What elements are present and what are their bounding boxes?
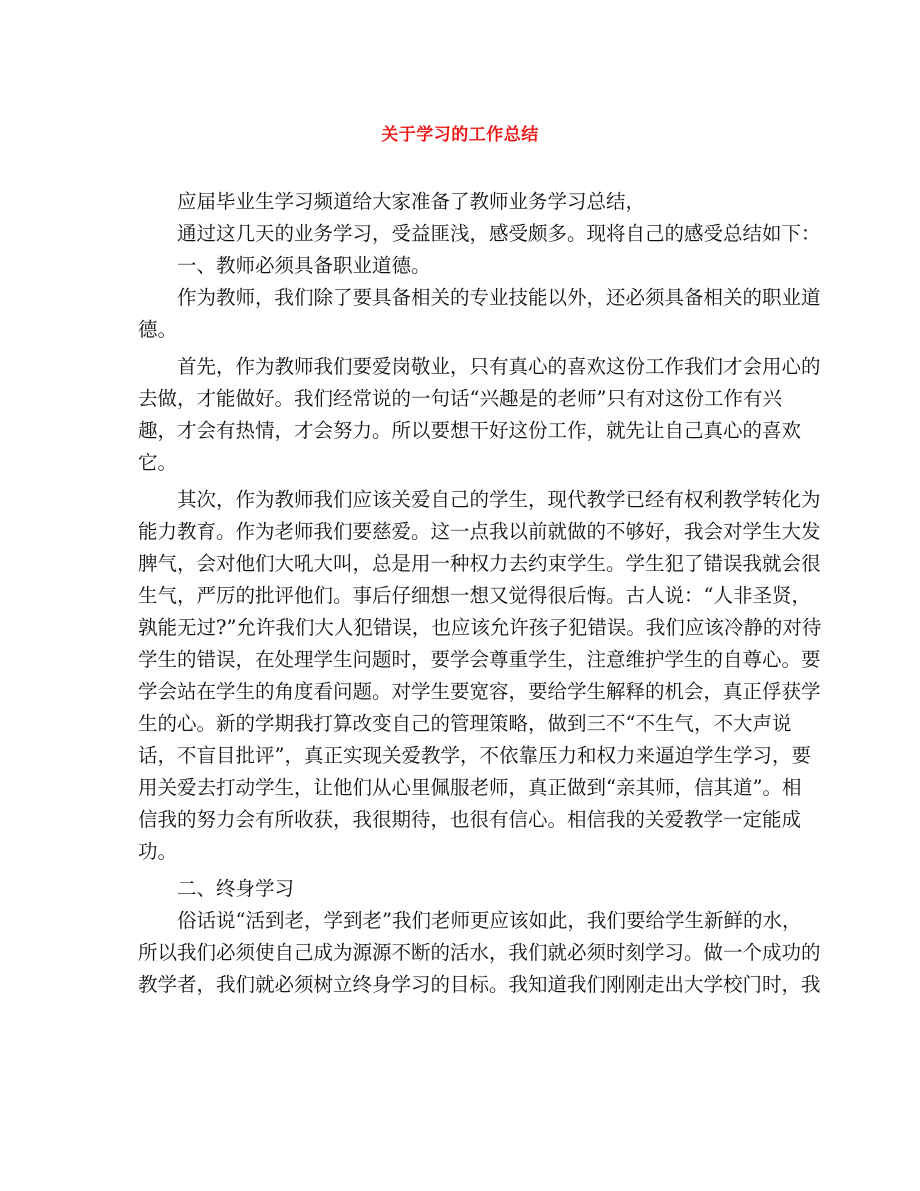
text-line: 首先，作为教师我们要爱岗敬业，只有真心的喜欢这份工作我们才会用心的 — [177, 355, 821, 378]
text-line: 话，不盲目批评”，真正实现关爱教学，不依靠压力和权力来逼迫学生学习，要 — [138, 744, 811, 767]
text-line: 信我的努力会有所收获，我很期待，也很有信心。相信我的关爱教学一定能成 — [138, 808, 802, 831]
text-line: 用关爱去打动学生，让他们从心里佩服老师，真正做到“亲其师，信其道”。相 — [138, 776, 802, 799]
text-line: 德。 — [138, 318, 178, 341]
text-line: 趣，才会有热情，才会努力。所以要想干好这份工作，就先让自己真心的喜欢 — [138, 419, 802, 442]
text-line: 它。 — [138, 451, 178, 474]
text-line: 去做，才能做好。我们经常说的一句话“兴趣是的老师”只有对这份工作有兴 — [138, 387, 782, 410]
document-title: 关于学习的工作总结 — [381, 125, 539, 145]
document-body — [138, 186, 822, 1001]
text-line: 脾气，会对他们大吼大叫，总是用一种权力去约束学生。学生犯了错误我就会很 — [138, 552, 821, 575]
text-line: 学生的错误，在处理学生问题时，要学会尊重学生，注意维护学生的自尊心。要 — [138, 648, 821, 671]
text-line: 应届毕业生学习频道给大家准备了教师业务学习总结， — [177, 190, 646, 213]
text-line: 生气，严厉的批评他们。事后仔细想一想又觉得很后悔。古人说：“人非圣贤， — [138, 584, 811, 607]
text-line: 通过这几天的业务学习，受益匪浅，感受颇多。现将自己的感受总结如下： — [177, 222, 821, 245]
text-line: 其次，作为教师我们应该关爱自己的学生，现代教学已经有权利教学转化为 — [177, 488, 821, 511]
text-line: 所以我们必须使自己成为源源不断的活水，我们就必须时刻学习。做一个成功的 — [138, 941, 821, 964]
text-line: 生的心。新的学期我打算改变自己的管理策略，做到三不“不生气，不大声说 — [138, 712, 792, 735]
text-line: 作为教师，我们除了要具备相关的专业技能以外，还必须具备相关的职业道 — [177, 286, 821, 309]
text-line: 教学者，我们就必须树立终身学习的目标。我知道我们刚刚走出大学校门时，我 — [138, 973, 821, 996]
text-line: 二、终身学习 — [177, 877, 295, 900]
text-line: 功。 — [138, 840, 178, 863]
text-line: 孰能无过?”允许我们大人犯错误，也应该允许孩子犯错误。我们应该冷静的对待 — [138, 616, 822, 639]
text-line: 俗话说“活到老，学到老”我们老师更应该如此，我们要给学生新鲜的水， — [177, 909, 802, 932]
text-line: 一、教师必须具备职业道德。 — [177, 254, 431, 277]
text-line: 学会站在学生的角度看问题。对学生要宽容，要给学生解释的机会，真正俘获学 — [138, 680, 821, 703]
text-line: 能力教育。作为老师我们要慈爱。这一点我以前就做的不够好，我会对学生大发 — [138, 520, 821, 543]
